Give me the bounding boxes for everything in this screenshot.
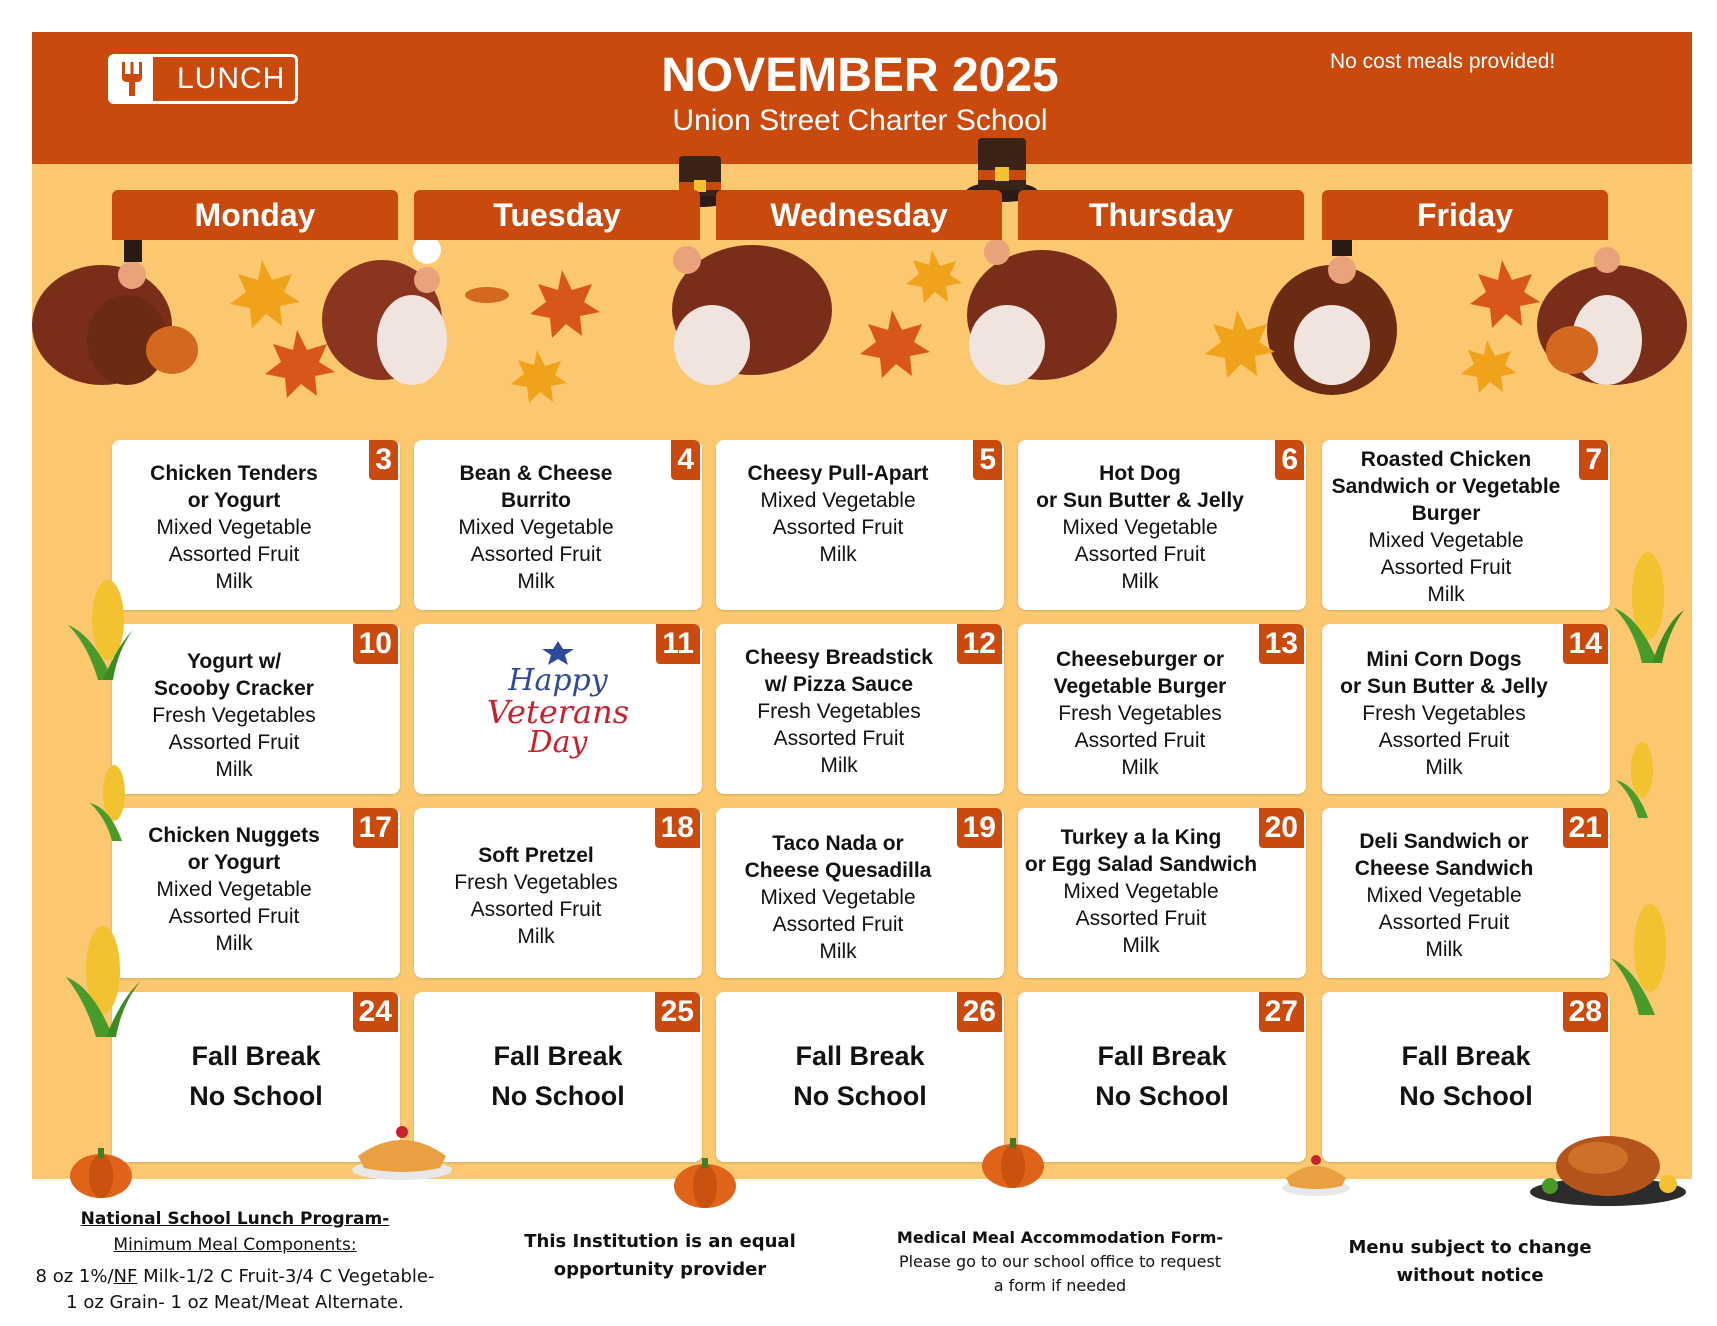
side-item: Fresh Vegetables [1362, 702, 1526, 725]
date-number: 26 [957, 992, 1002, 1032]
date-number: 21 [1563, 808, 1608, 848]
entree: Roasted Chicken [1360, 448, 1532, 471]
pumpkin-icon [68, 1140, 134, 1200]
day-cell [1322, 808, 1610, 978]
side-item: Assorted Fruit [168, 731, 300, 754]
change-text: Menu subject to change [1348, 1237, 1592, 1258]
side-item: Milk [1121, 756, 1159, 779]
entree: or Sun Butter & Jelly [1036, 489, 1244, 512]
date-number: 28 [1563, 992, 1608, 1032]
side-item: Assorted Fruit [1074, 729, 1206, 752]
date-number: 20 [1259, 808, 1304, 848]
entree: Burrito [501, 489, 571, 512]
side-item: Mixed Vegetable [1063, 880, 1219, 903]
day-cell [1322, 440, 1610, 610]
day-cell [112, 808, 400, 978]
date-number: 14 [1563, 624, 1608, 664]
date-number: 4 [671, 440, 700, 480]
entree: or Egg Salad Sandwich [1024, 853, 1258, 876]
entree: or Sun Butter & Jelly [1340, 675, 1548, 698]
entree: Cheese Quesadilla [744, 859, 932, 882]
corn-icon [1610, 740, 1670, 820]
day-header-monday: Monday [112, 190, 398, 240]
date-number: 10 [353, 624, 398, 664]
nslp-line1 [20, 1264, 450, 1290]
date-number: 5 [973, 440, 1002, 480]
nslp-text: Milk-1/2 C Fruit-3/4 C Vegetable- [137, 1266, 435, 1287]
side-item: Assorted Fruit [1380, 556, 1512, 579]
side-item: Fresh Vegetables [454, 871, 618, 894]
lunch-badge [108, 54, 298, 104]
date-number: 25 [655, 992, 700, 1032]
corn-icon [1605, 900, 1685, 1020]
date-number: 13 [1259, 624, 1304, 664]
entree: Scooby Cracker [154, 677, 314, 700]
pie-icon [350, 1120, 454, 1182]
side-item: Milk [1121, 570, 1159, 593]
side-item: Fresh Vegetables [1058, 702, 1222, 725]
side-item: Assorted Fruit [168, 543, 300, 566]
entree: Burger [1411, 502, 1481, 525]
closure-text: No School [1399, 1081, 1533, 1111]
veterans-day-graphic [414, 638, 702, 758]
side-item: Milk [819, 940, 857, 963]
holiday-text: Happy [508, 663, 608, 698]
nslp-title: National School Lunch Program- [80, 1209, 390, 1229]
day-cell [414, 808, 702, 978]
day-cell [1018, 624, 1306, 794]
medical-text: Medical Meal Accommodation Form- [896, 1228, 1224, 1247]
entree: Hot Dog [1099, 462, 1181, 485]
medical-text: a form if needed [993, 1276, 1127, 1295]
day-cell [716, 624, 1004, 794]
pie-icon [1280, 1150, 1352, 1198]
pumpkin-icon [672, 1150, 738, 1210]
closure-text: Fall Break [1401, 1041, 1531, 1071]
date-number: 19 [957, 808, 1002, 848]
side-item: Milk [215, 758, 253, 781]
side-item: Milk [215, 932, 253, 955]
side-item: Milk [820, 754, 858, 777]
side-item: Mixed Vegetable [1366, 884, 1522, 907]
turkey-icon [1267, 240, 1397, 395]
medical-text: Please go to our school office to request [898, 1252, 1222, 1271]
closure-text: Fall Break [493, 1041, 623, 1071]
side-item: Milk [1425, 938, 1463, 961]
side-item: Assorted Fruit [1075, 907, 1207, 930]
closure-text: Fall Break [795, 1041, 925, 1071]
turkey-icon [967, 240, 1117, 385]
side-item: Assorted Fruit [470, 543, 602, 566]
no-cost-note: No cost meals provided! [1330, 50, 1556, 73]
closure-text: No School [491, 1081, 625, 1111]
side-item: Assorted Fruit [470, 898, 602, 921]
date-number: 3 [369, 440, 398, 480]
day-cell [414, 440, 702, 610]
closure-text: Fall Break [191, 1041, 321, 1071]
nslp-line2: 1 oz Grain- 1 oz Meat/Meat Alternate. [66, 1292, 404, 1313]
side-item: Milk [1122, 934, 1160, 957]
day-header-thursday: Thursday [1018, 190, 1304, 240]
side-item: Assorted Fruit [168, 905, 300, 928]
day-cell [414, 624, 702, 794]
corn-icon [58, 575, 138, 685]
pumpkin-icon [980, 1130, 1046, 1190]
entree: Vegetable Burger [1053, 675, 1227, 698]
closure-text: No School [189, 1081, 323, 1111]
entree: Turkey a la King [1060, 826, 1222, 849]
day-cell [112, 440, 400, 610]
nslp-subtitle: Minimum Meal Components: [113, 1235, 357, 1255]
day-cell [414, 992, 702, 1162]
menu-change-note [1330, 1234, 1610, 1290]
side-item: Mixed Vegetable [1368, 529, 1524, 552]
entree: or Yogurt [187, 851, 281, 874]
turkey-icon [32, 240, 198, 385]
nslp-text: NF [113, 1266, 138, 1287]
side-item: Fresh Vegetables [152, 704, 316, 727]
day-header-tuesday: Tuesday [414, 190, 700, 240]
page-title: NOVEMBER 2025 [661, 49, 1059, 102]
side-item: Mixed Vegetable [156, 878, 312, 901]
thanksgiving-decoration [32, 240, 1692, 440]
day-cell [112, 624, 400, 794]
nslp-info [20, 1206, 450, 1316]
date-number: 18 [655, 808, 700, 848]
lunch-label: LUNCH [177, 62, 286, 95]
medical-form-note [880, 1226, 1240, 1298]
side-item: Fresh Vegetables [757, 700, 921, 723]
date-number: 6 [1275, 440, 1304, 480]
side-item: Mixed Vegetable [1062, 516, 1218, 539]
turkey-icon [672, 245, 832, 385]
side-item: Assorted Fruit [1378, 911, 1510, 934]
entree: Yogurt w/ [186, 650, 282, 673]
entree: w/ Pizza Sauce [764, 673, 914, 696]
school-name: Union Street Charter School [672, 104, 1048, 137]
date-number: 12 [957, 624, 1002, 664]
closure-text: Fall Break [1097, 1041, 1227, 1071]
day-cell [716, 992, 1004, 1162]
fork-icon [111, 57, 153, 101]
entree: Taco Nada or [772, 832, 904, 855]
date-number: 11 [656, 624, 700, 664]
side-item: Mixed Vegetable [760, 489, 916, 512]
closure-text: No School [793, 1081, 927, 1111]
day-cell [1018, 992, 1306, 1162]
nslp-text: 8 oz 1%/ [35, 1266, 114, 1287]
entree: Cheesy Breadstick [745, 646, 933, 669]
side-item: Milk [517, 570, 555, 593]
entree: Cheese Sandwich [1354, 857, 1534, 880]
date-number: 24 [353, 992, 398, 1032]
equal-text: opportunity provider [553, 1259, 767, 1280]
entree: Chicken Nuggets [148, 824, 320, 847]
equal-text: This Institution is an equal [524, 1231, 796, 1252]
day-cell [1322, 624, 1610, 794]
entree: Cheesy Pull-Apart [747, 462, 929, 485]
side-item: Milk [1425, 756, 1463, 779]
entree: Deli Sandwich or [1359, 830, 1529, 853]
day-cell [1018, 440, 1306, 610]
side-item: Milk [215, 570, 253, 593]
entree: Chicken Tenders [150, 462, 318, 485]
date-number: 17 [353, 808, 398, 848]
side-item: Assorted Fruit [773, 727, 905, 750]
side-item: Milk [1427, 583, 1465, 606]
side-item: Assorted Fruit [772, 516, 904, 539]
side-item: Mixed Vegetable [458, 516, 614, 539]
day-header-friday: Friday [1322, 190, 1608, 240]
day-cell [716, 808, 1004, 978]
day-cell [1018, 808, 1306, 978]
side-item: Assorted Fruit [1074, 543, 1206, 566]
side-item: Milk [819, 543, 857, 566]
day-cell [716, 440, 1004, 610]
date-number: 7 [1579, 440, 1608, 480]
change-text: without notice [1396, 1265, 1544, 1286]
side-item: Mixed Vegetable [760, 886, 916, 909]
entree: or Yogurt [187, 489, 281, 512]
entree: Mini Corn Dogs [1366, 648, 1522, 671]
roast-turkey-icon [1528, 1128, 1688, 1208]
entree: Bean & Cheese [459, 462, 613, 485]
date-number: 27 [1259, 992, 1304, 1032]
day-header-wednesday: Wednesday [716, 190, 1002, 240]
entree: Soft Pretzel [478, 844, 594, 867]
side-item: Milk [517, 925, 555, 948]
corn-icon [84, 763, 144, 843]
corn-icon [58, 922, 148, 1042]
turkey-icon [1537, 247, 1687, 385]
side-item: Assorted Fruit [772, 913, 904, 936]
corn-icon [1608, 548, 1688, 668]
holiday-text: Veterans [486, 693, 630, 731]
entree: Sandwich or Vegetable [1331, 475, 1561, 498]
side-item: Mixed Vegetable [156, 516, 312, 539]
side-item: Assorted Fruit [1378, 729, 1510, 752]
holiday-text: Day [528, 725, 588, 760]
turkey-icon [322, 240, 509, 385]
equal-opportunity-note [500, 1228, 820, 1284]
closure-text: No School [1095, 1081, 1229, 1111]
entree: Cheeseburger or [1055, 648, 1225, 671]
